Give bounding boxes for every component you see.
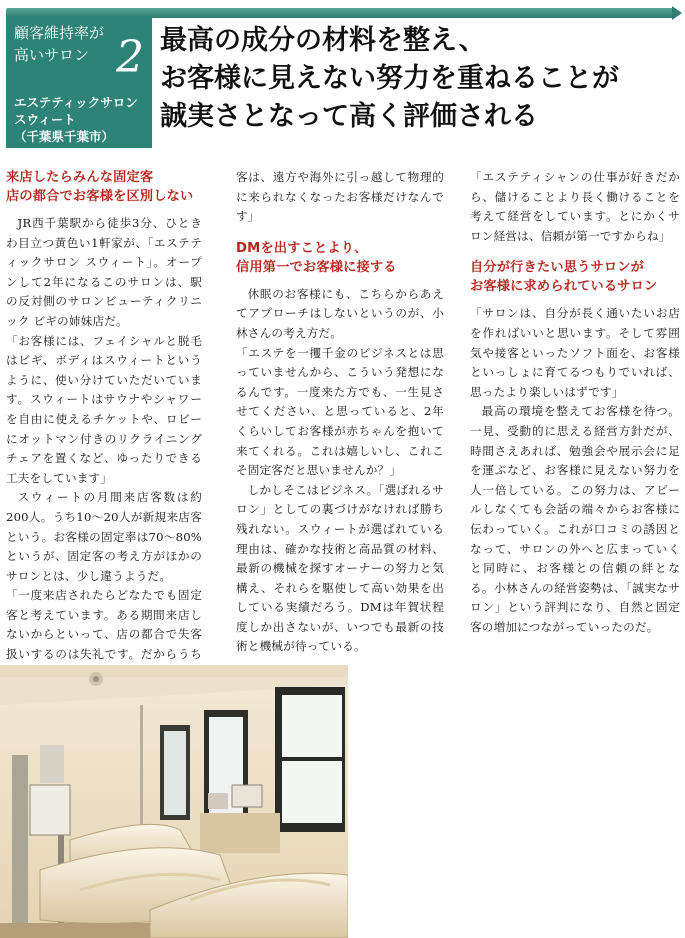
section-heading-line: DMを出すことより、 — [236, 240, 368, 256]
body-paragraph: しかしそこはビジネス。「選ばれるサロン」としての裏づけがなければ勝ち残れない。スウィートが選ばれている理由は、確かな技術と高品質の材料、最新の機械を探すオーナーの努力と気構え、それらを駆使して高い効果を出している実績だろう。DMは年賀状程度しか出さないが、いつでも最新の技術と機械が待っている。 — [236, 482, 444, 654]
photo-illustration — [0, 665, 348, 938]
header-rule-arrow — [672, 6, 682, 20]
quote-paragraph: 「お客様には、フェイシャルと脱毛はビギ、ボディはスウィートというように、使い分けていただいています。スウィートはサウナやシャワーを自由に使えるチケットや、ロビーにオットマン付きのリクライニングチェアを置くなど、ゆったりできる工夫をしています」 — [6, 333, 202, 485]
headline-line: 誠実さとなって高く評価される — [160, 101, 538, 132]
article-column-1 — [6, 168, 202, 684]
quote-paragraph: 「エステティシャンの仕事が好きだから、儲けることより長く働けることを考えて経営をしています。とにかくサロン経営は、信頼が第一ですからね」 — [470, 170, 680, 243]
article-headline — [160, 22, 680, 136]
article-column-2 — [236, 168, 444, 657]
quote-paragraph: 「一度来店されたらどなたでも固定客と考えています。ある期間来店しないからといって、店の都合で失客扱いするのは失礼です。だからうち — [6, 588, 202, 662]
section-heading-line: 来店したらみんな固定客 — [6, 170, 154, 185]
article-column-3 — [470, 168, 680, 637]
series-badge — [6, 16, 152, 148]
section-heading — [236, 239, 444, 277]
quote-paragraph: 「エステを一攫千金のビジネスとは思っていませんから、こういう発想になるんです。一度来た方でも、一生見させてください、と思っていると、2年くらいしてお客様が赤ちゃんを抱いて来てくれる。これは嬉しいし、これこそ固定客だと思いませんか？」 — [236, 345, 444, 478]
headline-line: 最高の成分の材料を整え、 — [160, 25, 486, 56]
series-label — [14, 22, 124, 66]
headline-line: お客様に見えない努力を重ねることが — [160, 63, 619, 94]
section-heading — [6, 168, 202, 206]
section-heading-line: お客様に求められているサロン — [470, 279, 658, 295]
section-heading — [470, 258, 680, 296]
salon-treatment-room-photo — [0, 665, 348, 938]
body-paragraph: 休眠のお客様にも、こちらからあえてアプローチはしないというのが、小林さんの考え方だ。 — [236, 286, 444, 340]
quote-paragraph: 「サロンは、自分が長く通いたいお店を作ればいいと思います。そして雰囲気や接客といったソフト面を、お客様といっしょに育てるつもりでいれば、思ったより楽しいはずです」 — [470, 306, 680, 399]
series-number: 2 — [116, 32, 144, 83]
body-paragraph: 客は、遠方や海外に引っ越して物理的に来られなくなったお客様だけなんです」 — [236, 170, 444, 224]
series-label-line: 顧客維持率が — [14, 24, 105, 42]
body-paragraph: JR西千葉駅から徒歩3分、ひときわ目立つ黄色い1軒家が、「エステティックサロン スウィート」。オープンして2年になるこのサロンは、駅の反対側のサロンビューティクリニック ビギの姉妹店だ。 — [6, 216, 202, 328]
section-heading-line: 信用第一でお客様に接する — [236, 259, 397, 275]
salon-location: （千葉県千葉市） — [14, 129, 115, 144]
salon-name-line: スウィート — [14, 112, 76, 127]
series-label-line: 高いサロン — [14, 46, 90, 64]
body-paragraph: 最高の環境を整えてお客様を待つ。一見、受動的に思える経営方針だが、時間さえあれば、勉強会や展示会に足を運ぶなど、お客様に見えない努力を人一倍している。この努力は、アピールしなくても会話の端々からお客様に伝わっていく。これが口コミの誘因となって、サロンの外へと広まっていくと同時に、お客様との信頼の絆となる。小林さんの経営姿勢は、「誠実なサロン」という評判になり、自然と固定客の増加につながっていったのだ。 — [470, 404, 680, 634]
body-paragraph: スウィートの月間来店客数は約200人。うち10～20人が新規来店客という。お客様の固定率は70～80%というが、固定客の考え方がほかのサロンとは、少し違うようだ。 — [6, 490, 202, 583]
section-heading-line: 店の都合でお客様を区別しない — [6, 189, 194, 204]
section-heading-line: 自分が行きたい思うサロンが — [470, 260, 645, 276]
salon-name — [14, 94, 138, 145]
salon-name-line: エステティックサロン — [14, 95, 138, 110]
